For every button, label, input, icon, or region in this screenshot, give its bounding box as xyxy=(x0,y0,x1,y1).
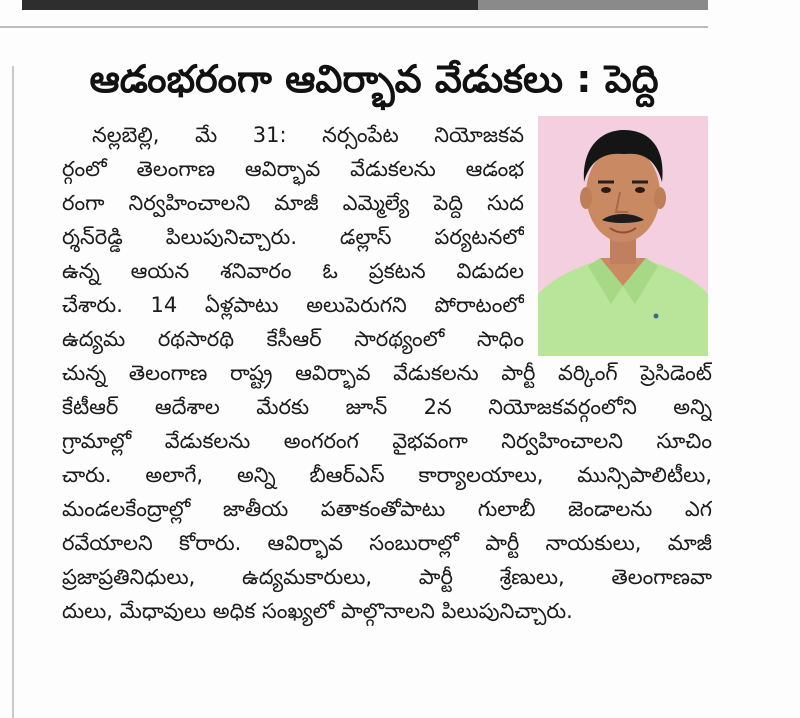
article-line: మండలకేంద్రాల్లో జాతీయ పతాకంతోపాటు గులాబీ జెండాలను ఎగ xyxy=(62,497,712,521)
article-line: ర్శన్‌రెడ్డి పిలుపునిచ్చారు. డల్లాస్ పర్యటనలో xyxy=(62,225,524,249)
article-line: ఉన్న ఆయన శనివారం ఓ ప్రకటన విడుదల xyxy=(62,259,524,283)
article-line: చారు. అలాగే, అన్ని బీఆర్ఎస్ కార్యాలయాలు, మున్సిపాలిటీలు, xyxy=(62,463,712,487)
article-line: రంగా నిర్వహించాలని మాజీ ఎమ్మెల్యే పెద్ది సుద xyxy=(62,191,524,215)
column-divider xyxy=(12,66,14,718)
article-body xyxy=(62,118,712,628)
article-line: చున్న తెలంగాణ రాష్ట్ర ఆవిర్భావ వేడుకలను పార్టీ వర్కింగ్ ప్రెసిడెంట్ xyxy=(62,361,712,385)
article-line: చేశారు. 14 ఏళ్లపాటు అలుపెరుగని పోరాటంలో xyxy=(62,293,524,317)
article-line: కేటీఆర్ ఆదేశాల మేరకు జూన్ 2న నియోజకవర్గంలోని అన్ని xyxy=(62,395,712,419)
article-line: నల్లబెల్లి, మే 31: నర్సంపేట నియోజకవ xyxy=(92,123,524,147)
page-top-bar-light xyxy=(478,0,708,10)
article-line: రవేయాలని కోరారు. ఆవిర్భావ సంబురాల్లో పార్టీ నాయకులు, మాజీ xyxy=(62,531,712,555)
article-line: గ్రామాల్లో వేడుకలను అంగరంగ వైభవంగా నిర్వహించాలని సూచిం xyxy=(62,429,712,453)
header-rule xyxy=(0,26,708,28)
article-line: దులు, మేధావులు అధిక సంఖ్యలో పాల్గొనాలని పిలుపునిచ్చారు. xyxy=(62,599,573,623)
article-line: ఉద్యమ రథసారథి కేసీఆర్ సారథ్యంలో సాధిం xyxy=(62,327,524,351)
article-headline: ఆడంభరంగా ఆవిర్భావ వేడుకలు : పెద్ది xyxy=(89,57,659,101)
article-line: ప్రజాప్రతినిధులు, ఉద్యమకారులు, పార్టీ శ్రేణులు, తెలంగాణవా xyxy=(62,565,712,589)
article-line: ర్గంలో తెలంగాణ ఆవిర్భావ వేడుకలను ఆడంభ xyxy=(62,157,524,181)
